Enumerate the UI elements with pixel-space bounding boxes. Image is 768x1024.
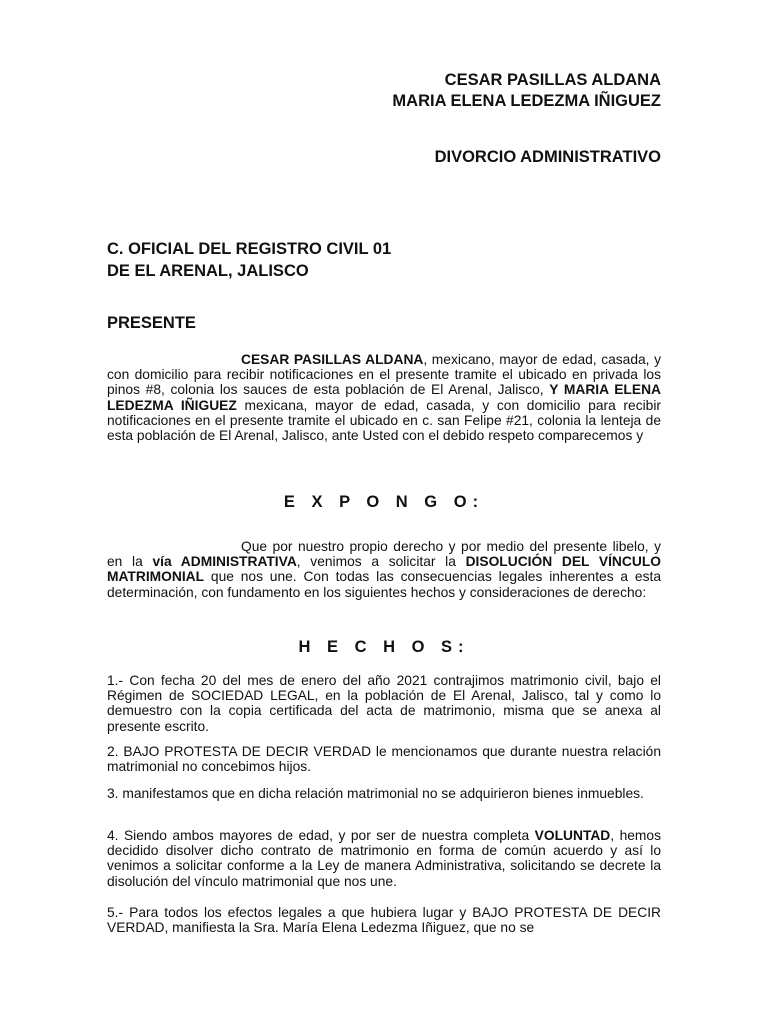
hecho-1: 1.- Con fecha 20 del mes de enero del año 2021 contrajimos matrimonio civil, bajo el Régimen de SOCIEDAD LEGAL, en la población de El Arenal, Jalisco, tal y como lo demuestro con la copia certificada del acta de matrimonio, misma que se anexa al presente escrito. <box>107 673 661 734</box>
hechos-heading: H E C H O S: <box>298 638 470 656</box>
hecho-4 <box>107 828 661 889</box>
hecho-4-bold: VOLUNTAD <box>534 828 611 843</box>
addressee-line-2: DE EL ARENAL, JALISCO <box>107 262 309 280</box>
addressee-block <box>107 238 391 282</box>
intro-name-2: Y MARIA ELENA LEDEZMA IÑIGUEZ <box>107 382 661 413</box>
hecho-4-text-b: , hemos decidido disolver dicho contrato de matrimonio en forma de común acuerdo y así lo venimos a solicitar conforme a la Ley de manera Administrativa, solicitando se decrete la disolución del vínculo matrimonial que nos une. <box>107 828 661 889</box>
expongo-bold-1: vía ADMINISTRATIVA <box>152 554 297 570</box>
presente-heading: PRESENTE <box>107 314 196 332</box>
petitioner-name-2: MARIA ELENA LEDEZMA IÑIGUEZ <box>392 92 661 110</box>
petitioners-names <box>392 70 661 112</box>
intro-paragraph <box>107 352 661 443</box>
intro-text-2: mexicana, mayor de edad, casada, y con domicilio para recibir notificaciones en el presente tramite el ubicado en c. san Felipe #21, colonia la lenteja de esta población de El Arenal, Jalisco, ante Usted con el debido respeto comparecemos y <box>107 397 661 444</box>
hecho-2: 2. BAJO PROTESTA DE DECIR VERDAD le mencionamos que durante nuestra relación matrimonial no concebimos hijos. <box>107 744 661 775</box>
document-subject: DIVORCIO ADMINISTRATIVO <box>434 148 661 166</box>
expongo-text-2: , venimos a solicitar la <box>296 554 466 570</box>
expongo-text-1: Que por nuestro propio derecho y por medio del presente libelo, y en la <box>107 539 661 570</box>
expongo-heading: E X P O N G O: <box>283 493 485 511</box>
addressee-line-1: C. OFICIAL DEL REGISTRO CIVIL 01 <box>107 240 392 258</box>
hecho-3: 3. manifestamos que en dicha relación matrimonial no se adquirieron bienes inmuebles. <box>107 786 644 801</box>
petitioner-name-1: CESAR PASILLAS ALDANA <box>444 71 661 89</box>
expongo-paragraph <box>107 539 661 600</box>
expongo-text-3: que nos une. Con todas las consecuencias legales inherentes a esta determinación, con fundamento en los siguientes hechos y consideraciones de derecho: <box>107 569 661 600</box>
expongo-bold-2: DISOLUCIÓN DEL VÍNCULO MATRIMONIAL <box>107 554 661 585</box>
hecho-5: 5.- Para todos los efectos legales a que hubiera lugar y BAJO PROTESTA DE DECIR VERDAD, manifiesta la Sra. María Elena Ledezma Iñiguez, que no se <box>107 905 661 936</box>
intro-name-1: CESAR PASILLAS ALDANA <box>241 352 424 367</box>
intro-text-1: , mexicano, mayor de edad, casada, y con domicilio para recibir notificaciones en el presente tramite el ubicado en privada los pinos #8, colonia los sauces de esta población de El Arenal, Jalisco, <box>107 352 661 398</box>
hecho-4-text-a: 4. Siendo ambos mayores de edad, y por ser de nuestra completa <box>107 828 535 843</box>
